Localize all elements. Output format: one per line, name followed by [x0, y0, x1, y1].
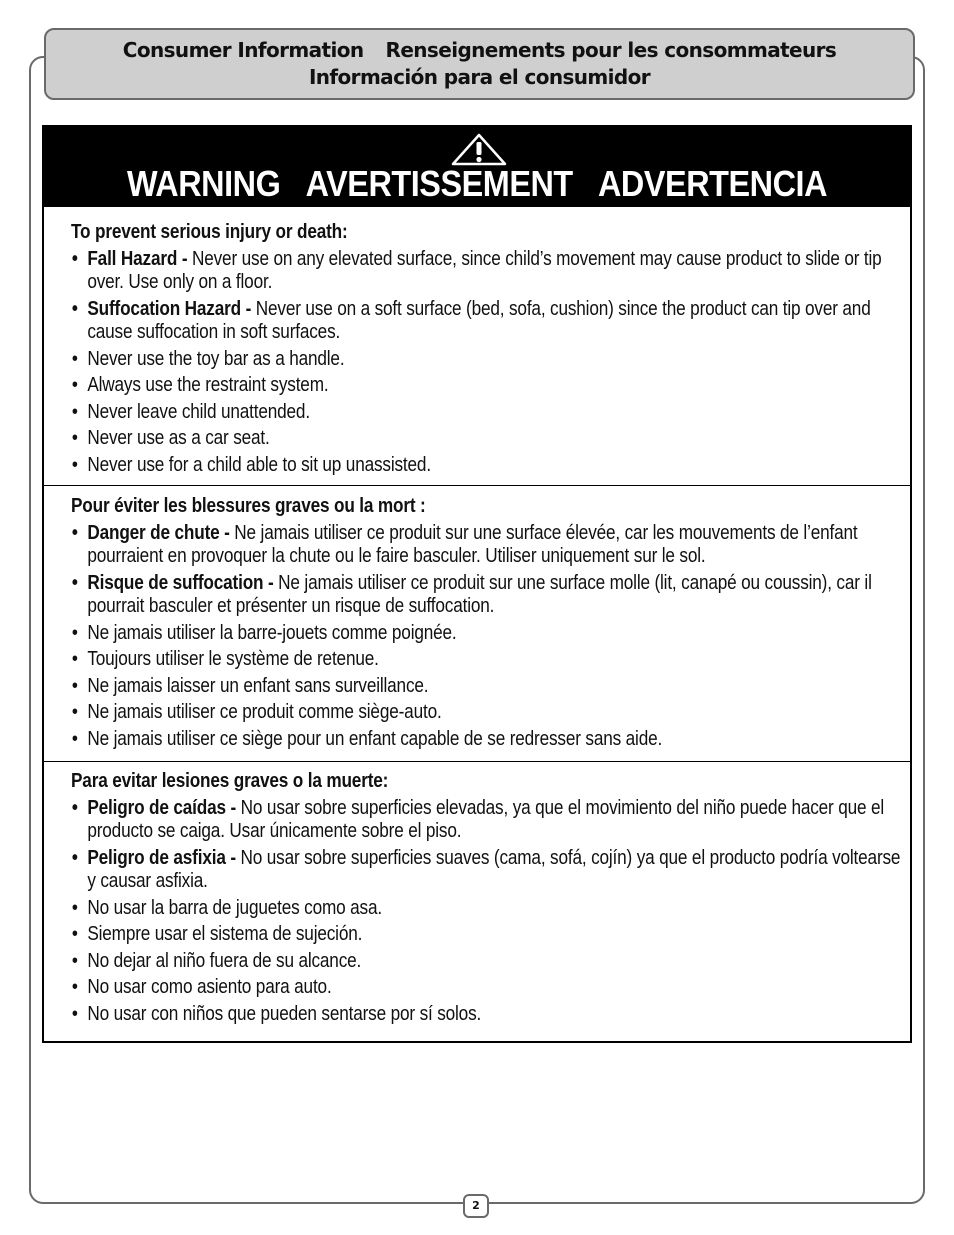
warning-box [42, 125, 912, 1043]
warning-list-item: • Fall Hazard - Never use on any elevated surface, since child’s movement may cause product to slide or tip over. Use only on a floor. [71, 247, 887, 293]
warning-list-item: • No usar la barra de juguetes como asa. [71, 896, 382, 919]
hazard-label: Danger de chute - [87, 521, 230, 544]
warning-list-item: • Always use the restraint system. [71, 374, 329, 396]
consumer-info-header [44, 28, 915, 100]
warning-list [71, 248, 909, 478]
warning-list-item: • No usar con niños que pueden sentarse por sí solos. [71, 1002, 482, 1025]
warning-text: No usar sobre superficies elevadas, ya que el movimiento del niño puede hacer que el producto se caiga. Usar únicamente sobre el piso. [87, 796, 889, 842]
warning-list-item: • Ne jamais utiliser ce produit comme siège-auto. [71, 701, 442, 723]
page-number: 2 [463, 1194, 489, 1218]
warning-title [87, 163, 866, 205]
warning-list-item: • Ne jamais laisser un enfant sans surveillance. [71, 674, 429, 697]
warning-text: Never use on any elevated surface, since child’s movement may cause product to slide or tip over. Use only on a floor. [87, 247, 887, 293]
warning-text: Never use for a child able to sit up unassisted. [87, 453, 431, 476]
warning-list-item: • Peligro de asfixia - No usar sobre superficies suaves (cama, sofá, cojín) ya que el producto podría voltearse y causar asfixia. [71, 846, 905, 892]
warning-list-item: • Never use the toy bar as a handle. [71, 347, 345, 370]
warning-title-en: WARNING [126, 163, 281, 204]
warning-text: Siempre usar el sistema de sujeción. [87, 923, 363, 945]
hazard-label: Peligro de asfixia - [87, 846, 236, 869]
warning-title-es: ADVERTENCIA [597, 163, 828, 204]
warning-text: Never use on a soft surface (bed, sofa, cushion) since the product can tip over and cause suffocation in soft surfaces. [87, 297, 876, 343]
warning-title-fr: AVERTISSEMENT [305, 163, 573, 204]
warning-text: No usar como asiento para auto. [87, 976, 332, 998]
hazard-label: Fall Hazard - [87, 247, 188, 270]
warning-list-item: • Siempre usar el sistema de sujeción. [71, 923, 363, 945]
section-divider [44, 485, 910, 486]
warning-text: Ne jamais laisser un enfant sans surveillance. [87, 674, 429, 697]
header-line-1 [46, 37, 913, 64]
warning-text: Never leave child unattended. [87, 400, 310, 423]
warning-list [71, 797, 909, 1027]
warning-text: Ne jamais utiliser ce siège pour un enfant capable de se redresser sans aide. [87, 727, 663, 750]
warning-list [71, 522, 909, 752]
warning-text: No dejar al niño fuera de su alcance. [87, 949, 362, 972]
warning-text: Ne jamais utiliser la barre-jouets comme poignée. [87, 621, 457, 644]
warning-text: Ne jamais utiliser ce produit sur une surface molle (lit, canapé ou coussin), car il pourrait basculer et présenter un risque de suffocation. [87, 571, 877, 617]
section-heading: Para evitar lesiones graves o la muerte: [71, 770, 389, 792]
hazard-label: Suffocation Hazard - [87, 297, 252, 320]
warning-text: Ne jamais utiliser ce produit comme siège-auto. [87, 701, 442, 723]
warning-list-item: • Toujours utiliser le système de retenue. [71, 648, 379, 670]
warning-list-item: • No dejar al niño fuera de su alcance. [71, 949, 362, 972]
warning-section-fr [71, 495, 911, 754]
warning-text: Ne jamais utiliser ce produit sur une surface élevée, car les mouvements de l’enfant pourraient en provoquer la chute ou le faire basculer. Utiliser uniquement sur le sol. [87, 521, 863, 567]
warning-section-es [71, 770, 911, 1029]
warning-banner [44, 127, 910, 207]
hazard-label: Peligro de caídas - [87, 796, 237, 819]
warning-text: Never use as a car seat. [87, 427, 270, 449]
warning-list-item: • Never use as a car seat. [71, 427, 270, 449]
warning-text: Always use the restraint system. [87, 374, 329, 396]
section-divider [44, 761, 910, 762]
warning-text: Toujours utiliser le système de retenue. [87, 648, 379, 670]
warning-list-item: • Never leave child unattended. [71, 400, 310, 423]
warning-text: No usar la barra de juguetes como asa. [87, 896, 382, 919]
warning-text: No usar sobre superficies suaves (cama, sofá, cojín) ya que el producto podría voltearse y causar asfixia. [87, 846, 905, 892]
warning-list-item: • Ne jamais utiliser ce siège pour un enfant capable de se redresser sans aide. [71, 727, 663, 750]
warning-triangle-icon [451, 133, 507, 167]
warning-list-item: • Risque de suffocation - Ne jamais utiliser ce produit sur une surface molle (lit, canapé ou coussin), car il pourrait basculer et présenter un risque de suffocation. [71, 571, 877, 617]
warning-list-item: • No usar como asiento para auto. [71, 976, 332, 998]
header-title-fr: Renseignements pour les consommateurs [385, 38, 837, 62]
warning-text: Never use the toy bar as a handle. [87, 347, 345, 370]
header-title-es: Información para el consumidor [308, 65, 651, 89]
section-heading: Pour éviter les blessures graves ou la mort : [71, 495, 426, 517]
header-title-en: Consumer Information [122, 38, 364, 62]
warning-list-item: • Danger de chute - Ne jamais utiliser ce produit sur une surface élevée, car les mouvements de l’enfant pourraient en provoquer la chute ou le faire basculer. Utiliser uniquement sur le sol. [71, 521, 863, 567]
warning-section-en [71, 221, 911, 480]
warning-list-item: • Never use for a child able to sit up unassisted. [71, 453, 431, 476]
warning-text: No usar con niños que pueden sentarse por sí solos. [87, 1002, 482, 1025]
warning-list-item: • Peligro de caídas - No usar sobre superficies elevadas, ya que el movimiento del niño puede hacer que el producto se caiga. Usar únicamente sobre el piso. [71, 796, 889, 842]
warning-list-item: • Ne jamais utiliser la barre-jouets comme poignée. [71, 621, 457, 644]
hazard-label: Risque de suffocation - [87, 571, 274, 594]
warning-list-item: • Suffocation Hazard - Never use on a soft surface (bed, sofa, cushion) since the product can tip over and cause suffocation in soft surfaces. [71, 297, 876, 343]
section-heading: To prevent serious injury or death: [71, 221, 348, 243]
